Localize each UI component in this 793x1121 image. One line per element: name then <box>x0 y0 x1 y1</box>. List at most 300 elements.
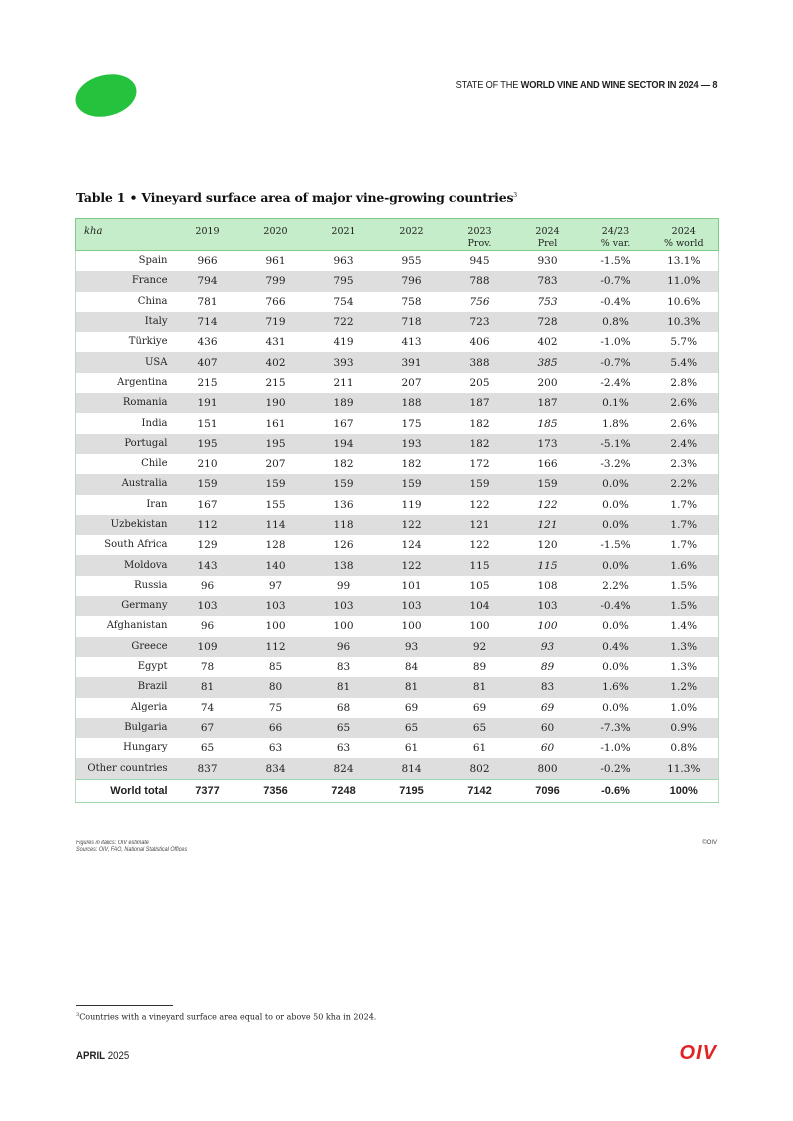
value-cell: 1.5% <box>650 576 719 596</box>
column-header <box>582 219 650 251</box>
value-cell: 81 <box>378 677 446 697</box>
column-header <box>174 219 242 251</box>
green-blob-logo <box>71 68 141 123</box>
value-cell: 61 <box>404 742 419 755</box>
table-row <box>76 698 719 718</box>
header-sep: — <box>698 79 713 91</box>
country-cell: Chile <box>76 454 174 474</box>
table-body <box>76 251 719 803</box>
table-row <box>76 738 719 758</box>
value-cell: 75 <box>268 701 283 714</box>
value-cell: 966 <box>197 255 218 268</box>
value-cell: 2.6% <box>650 413 719 433</box>
value-cell: 182 <box>469 417 490 430</box>
country-cell: Russia <box>76 576 174 596</box>
value-cell: 799 <box>242 271 310 291</box>
value-cell: 93 <box>514 637 582 657</box>
value-cell: 103 <box>174 596 242 616</box>
footnote-text: Countries with a vineyard surface area equal to or above 50 kha in 2024. <box>79 1012 377 1022</box>
value-cell: 124 <box>401 539 422 552</box>
footnote-ref: 3 <box>513 191 517 199</box>
value-cell: 207 <box>265 458 286 471</box>
value-cell: 159 <box>514 474 582 494</box>
value-cell: 783 <box>514 271 582 291</box>
value-cell: 80 <box>242 677 310 697</box>
country-cell: Uzbekistan <box>76 515 174 535</box>
country-cell: Afghanistan <box>76 616 174 636</box>
value-cell: 719 <box>242 312 310 332</box>
value-cell: 754 <box>333 295 354 308</box>
value-cell: 0.0% <box>582 555 650 575</box>
value-cell: 7377 <box>174 779 242 802</box>
value-cell: 215 <box>197 376 218 389</box>
value-cell: 955 <box>401 255 422 268</box>
value-cell: -3.2% <box>600 458 631 471</box>
value-cell: 718 <box>378 312 446 332</box>
footnote-divider <box>76 1005 173 1006</box>
country-cell: Hungary <box>76 738 174 758</box>
value-cell: 84 <box>404 661 419 674</box>
value-cell: 68 <box>336 701 351 714</box>
value-cell: 834 <box>242 758 310 779</box>
value-cell: 194 <box>310 434 378 454</box>
copyright: ©OIV <box>702 840 717 846</box>
table-row <box>76 495 719 515</box>
value-cell: 97 <box>268 579 283 592</box>
value-cell: 187 <box>446 393 514 413</box>
value-cell: 63 <box>336 742 351 755</box>
value-cell: 961 <box>265 255 286 268</box>
country-cell: Romania <box>76 393 174 413</box>
value-cell: 215 <box>265 376 286 389</box>
value-cell: 122 <box>378 555 446 575</box>
value-cell: 122 <box>469 498 490 511</box>
oiv-logo: OIV <box>679 1042 717 1064</box>
header-prefix: STATE OF THE <box>455 79 521 91</box>
value-cell: 96 <box>200 579 215 592</box>
value-cell: 1.3% <box>650 657 719 677</box>
value-cell: 200 <box>537 376 558 389</box>
value-cell: 190 <box>242 393 310 413</box>
table-row <box>76 413 719 433</box>
value-cell: -0.7% <box>582 352 650 372</box>
value-cell: 728 <box>514 312 582 332</box>
value-cell: 109 <box>174 637 242 657</box>
value-cell: 121 <box>514 515 582 535</box>
value-cell: 2.6% <box>650 393 719 413</box>
value-cell: 100 <box>469 620 490 633</box>
value-cell: 187 <box>514 393 582 413</box>
table-row <box>76 616 719 636</box>
value-cell: -0.4% <box>582 596 650 616</box>
value-cell: 151 <box>197 417 218 430</box>
column-header <box>242 219 310 251</box>
column-header-line2: Prov. <box>467 238 492 249</box>
value-cell: 2.2% <box>602 579 629 592</box>
value-cell: 166 <box>537 458 558 471</box>
value-cell: 7195 <box>378 779 446 802</box>
footer-year: 2025 <box>105 1050 130 1062</box>
value-cell: 7142 <box>446 779 514 802</box>
country-cell: Greece <box>76 637 174 657</box>
column-header-line2: % var. <box>600 238 631 249</box>
value-cell: 63 <box>268 742 283 755</box>
value-cell: 122 <box>378 515 446 535</box>
country-cell: USA <box>76 352 174 372</box>
table-row <box>76 474 719 494</box>
column-header <box>310 219 378 251</box>
value-cell: 121 <box>446 515 514 535</box>
value-cell: 714 <box>174 312 242 332</box>
value-cell: 100 <box>265 620 286 633</box>
table-notes <box>76 840 187 854</box>
value-cell: 115 <box>514 555 582 575</box>
value-cell: 83 <box>336 661 351 674</box>
value-cell: 143 <box>174 555 242 575</box>
value-cell: -1.5% <box>600 539 631 552</box>
table-row <box>76 657 719 677</box>
value-cell: 114 <box>242 515 310 535</box>
value-cell: 5.7% <box>650 332 719 352</box>
value-cell: 795 <box>310 271 378 291</box>
value-cell: 11.3% <box>650 758 719 779</box>
table-row <box>76 555 719 575</box>
value-cell: 65 <box>200 742 215 755</box>
country-cell: Bulgaria <box>76 718 174 738</box>
value-cell: 193 <box>378 434 446 454</box>
value-cell: 1.4% <box>650 616 719 636</box>
value-cell: -0.6% <box>582 779 650 802</box>
value-cell: 140 <box>242 555 310 575</box>
country-cell: Iran <box>76 495 174 515</box>
value-cell: 402 <box>537 336 558 349</box>
value-cell: 0.0% <box>582 515 650 535</box>
value-cell: 100 <box>401 620 422 633</box>
value-cell: 159 <box>378 474 446 494</box>
value-cell: 89 <box>540 661 555 674</box>
country-cell: Italy <box>76 312 174 332</box>
value-cell: 126 <box>333 539 354 552</box>
value-cell: 101 <box>401 579 422 592</box>
value-cell: 800 <box>514 758 582 779</box>
value-cell: 195 <box>174 434 242 454</box>
table-row <box>76 677 719 697</box>
value-cell: 10.3% <box>650 312 719 332</box>
column-header-line1: 24/23 <box>601 226 630 237</box>
country-cell: Germany <box>76 596 174 616</box>
value-cell: -1.0% <box>600 336 631 349</box>
value-cell: 10.6% <box>650 292 719 312</box>
value-cell: 175 <box>401 417 422 430</box>
value-cell: 406 <box>469 336 490 349</box>
table-row <box>76 515 719 535</box>
value-cell: 120 <box>537 539 558 552</box>
value-cell: 159 <box>310 474 378 494</box>
value-cell: 69 <box>404 701 419 714</box>
value-cell: 766 <box>265 295 286 308</box>
value-cell: 7248 <box>310 779 378 802</box>
value-cell: 781 <box>197 295 218 308</box>
value-cell: 118 <box>310 515 378 535</box>
value-cell: -1.5% <box>600 255 631 268</box>
table-title <box>76 190 517 205</box>
column-header-line1: 2019 <box>195 226 220 237</box>
column-header-line1: 2024 <box>671 226 696 237</box>
value-cell: 191 <box>174 393 242 413</box>
value-cell: 7356 <box>242 779 310 802</box>
value-cell: 207 <box>401 376 422 389</box>
value-cell: 1.6% <box>650 555 719 575</box>
table-row <box>76 454 719 474</box>
vineyard-table <box>75 218 719 803</box>
value-cell: 1.8% <box>602 417 629 430</box>
country-cell: Moldova <box>76 555 174 575</box>
country-cell: India <box>76 413 174 433</box>
value-cell: 81 <box>174 677 242 697</box>
column-header-line1: 2023 <box>467 226 492 237</box>
table-row <box>76 312 719 332</box>
column-header <box>446 219 514 251</box>
value-cell: 83 <box>514 677 582 697</box>
value-cell: 66 <box>242 718 310 738</box>
value-cell: 419 <box>333 336 354 349</box>
table-row <box>76 718 719 738</box>
value-cell: 167 <box>333 417 354 430</box>
note-italics: Figures in italics: OIV estimate <box>76 840 149 846</box>
column-header <box>378 219 446 251</box>
value-cell: 104 <box>446 596 514 616</box>
value-cell: -0.7% <box>582 271 650 291</box>
value-cell: 60 <box>514 718 582 738</box>
value-cell: 1.6% <box>582 677 650 697</box>
value-cell: 78 <box>200 661 215 674</box>
value-cell: 824 <box>310 758 378 779</box>
value-cell: 159 <box>446 474 514 494</box>
value-cell: 436 <box>197 336 218 349</box>
value-cell: 100% <box>650 779 719 802</box>
value-cell: 0.8% <box>650 738 719 758</box>
value-cell: 112 <box>242 637 310 657</box>
value-cell: 963 <box>333 255 354 268</box>
value-cell: 103 <box>514 596 582 616</box>
value-cell: 159 <box>242 474 310 494</box>
value-cell: 138 <box>310 555 378 575</box>
table-row <box>76 637 719 657</box>
value-cell: 788 <box>446 271 514 291</box>
value-cell: 182 <box>446 434 514 454</box>
running-header <box>455 79 717 91</box>
column-header-line1: 2022 <box>399 226 424 237</box>
value-cell: 0.8% <box>582 312 650 332</box>
value-cell: 11.0% <box>650 271 719 291</box>
value-cell: 930 <box>537 255 558 268</box>
value-cell: 81 <box>446 677 514 697</box>
value-cell: 0.0% <box>602 701 629 714</box>
value-cell: 89 <box>472 661 487 674</box>
value-cell: 13.1% <box>650 251 719 272</box>
column-header-line2: % world <box>663 238 704 249</box>
column-header-line1: 2020 <box>263 226 288 237</box>
value-cell: 172 <box>469 458 490 471</box>
value-cell: 723 <box>446 312 514 332</box>
value-cell: 413 <box>401 336 422 349</box>
column-header <box>514 219 582 251</box>
table-row <box>76 535 719 555</box>
table-row <box>76 271 719 291</box>
column-header-line2: Prel <box>537 238 558 249</box>
footer-date <box>76 1050 129 1062</box>
table-row <box>76 352 719 372</box>
value-cell: 129 <box>197 539 218 552</box>
value-cell: 189 <box>310 393 378 413</box>
value-cell: 211 <box>333 376 354 389</box>
value-cell: 393 <box>310 352 378 372</box>
value-cell: 81 <box>310 677 378 697</box>
value-cell: 69 <box>472 701 487 714</box>
value-cell: 0.1% <box>582 393 650 413</box>
value-cell: 1.7% <box>650 515 719 535</box>
country-cell: World total <box>76 779 174 802</box>
value-cell: 945 <box>469 255 490 268</box>
value-cell: 210 <box>197 458 218 471</box>
table-row <box>76 758 719 779</box>
value-cell: 65 <box>378 718 446 738</box>
value-cell: 796 <box>378 271 446 291</box>
value-cell: 96 <box>200 620 215 633</box>
value-cell: 431 <box>265 336 286 349</box>
country-cell: Australia <box>76 474 174 494</box>
country-cell: Türkiye <box>76 332 174 352</box>
value-cell: 173 <box>514 434 582 454</box>
value-cell: 402 <box>242 352 310 372</box>
value-cell: 60 <box>540 742 555 755</box>
value-cell: 5.4% <box>650 352 719 372</box>
value-cell: -7.3% <box>582 718 650 738</box>
column-header-line1: 2024 <box>535 226 560 237</box>
value-cell: 722 <box>310 312 378 332</box>
value-cell: 161 <box>265 417 286 430</box>
column-header <box>650 219 719 251</box>
value-cell: 65 <box>446 718 514 738</box>
value-cell: 159 <box>174 474 242 494</box>
value-cell: 756 <box>469 295 490 308</box>
unit-header: kha <box>76 219 174 251</box>
value-cell: 2.2% <box>650 474 719 494</box>
table-row <box>76 332 719 352</box>
value-cell: 7096 <box>514 779 582 802</box>
country-cell: South Africa <box>76 535 174 555</box>
value-cell: 93 <box>378 637 446 657</box>
header-title: WORLD VINE AND WINE SECTOR IN 2024 <box>520 79 699 91</box>
country-cell: Algeria <box>76 698 174 718</box>
country-cell: Other countries <box>76 758 174 779</box>
value-cell: 119 <box>401 498 422 511</box>
country-cell: Portugal <box>76 434 174 454</box>
value-cell: 103 <box>242 596 310 616</box>
value-cell: 182 <box>333 458 354 471</box>
value-cell: 195 <box>242 434 310 454</box>
value-cell: 1.7% <box>650 495 719 515</box>
value-cell: -0.2% <box>582 758 650 779</box>
value-cell: 385 <box>514 352 582 372</box>
country-cell: Egypt <box>76 657 174 677</box>
table-row <box>76 292 719 312</box>
table-title-text: Table 1 • Vineyard surface area of major vine-growing countries <box>76 190 514 205</box>
value-cell: 753 <box>537 295 558 308</box>
value-cell: -5.1% <box>582 434 650 454</box>
footnote-number: 3 <box>76 1012 80 1018</box>
country-cell: France <box>76 271 174 291</box>
value-cell: -0.4% <box>600 295 631 308</box>
table-row <box>76 393 719 413</box>
country-cell: Argentina <box>76 373 174 393</box>
value-cell: 103 <box>378 596 446 616</box>
value-cell: 814 <box>378 758 446 779</box>
value-cell: 100 <box>537 620 558 633</box>
value-cell: 1.3% <box>650 637 719 657</box>
value-cell: -1.0% <box>600 742 631 755</box>
value-cell: 0.4% <box>582 637 650 657</box>
value-cell: 108 <box>537 579 558 592</box>
value-cell: 61 <box>472 742 487 755</box>
column-header-line1: 2021 <box>331 226 356 237</box>
value-cell: 188 <box>378 393 446 413</box>
page-number: 8 <box>712 79 717 91</box>
value-cell: 65 <box>310 718 378 738</box>
value-cell: 103 <box>310 596 378 616</box>
value-cell: 105 <box>469 579 490 592</box>
value-cell: 122 <box>537 498 558 511</box>
table-row <box>76 373 719 393</box>
table-row <box>76 251 719 272</box>
value-cell: 112 <box>174 515 242 535</box>
value-cell: 0.0% <box>582 474 650 494</box>
value-cell: 388 <box>446 352 514 372</box>
value-cell: 122 <box>469 539 490 552</box>
country-cell: Spain <box>76 251 174 272</box>
value-cell: 136 <box>333 498 354 511</box>
value-cell: 1.2% <box>650 677 719 697</box>
value-cell: 2.3% <box>650 454 719 474</box>
table-header-row <box>76 219 719 251</box>
value-cell: 0.0% <box>602 661 629 674</box>
value-cell: 99 <box>336 579 351 592</box>
value-cell: 1.7% <box>650 535 719 555</box>
value-cell: 205 <box>469 376 490 389</box>
note-sources: Sources: OIV, FAO, National Statistical Offices <box>76 847 188 853</box>
value-cell: 802 <box>446 758 514 779</box>
value-cell: 69 <box>540 701 555 714</box>
value-cell: 837 <box>174 758 242 779</box>
value-cell: 407 <box>174 352 242 372</box>
footer-month: APRIL <box>76 1050 106 1062</box>
value-cell: 2.8% <box>650 373 719 393</box>
table-row <box>76 434 719 454</box>
value-cell: 758 <box>401 295 422 308</box>
value-cell: 0.9% <box>650 718 719 738</box>
value-cell: 96 <box>310 637 378 657</box>
value-cell: 391 <box>378 352 446 372</box>
value-cell: 182 <box>401 458 422 471</box>
country-cell: Brazil <box>76 677 174 697</box>
value-cell: 0.0% <box>602 498 629 511</box>
value-cell: 155 <box>265 498 286 511</box>
value-cell: 85 <box>268 661 283 674</box>
value-cell: 2.4% <box>650 434 719 454</box>
country-cell: China <box>76 292 174 312</box>
value-cell: 794 <box>174 271 242 291</box>
value-cell: 128 <box>265 539 286 552</box>
